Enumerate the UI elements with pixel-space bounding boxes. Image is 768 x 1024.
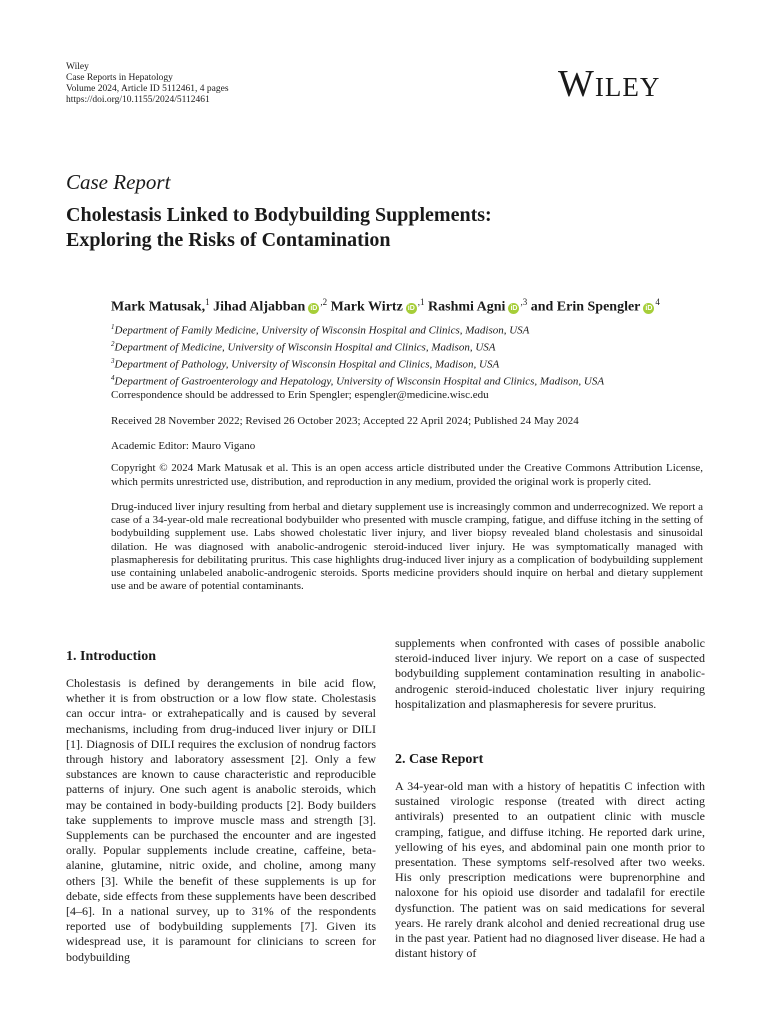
journal-meta [66, 62, 229, 106]
article-dates: Received 28 November 2022; Revised 26 October 2023; Accepted 22 April 2024; Published 24 May 2024 [111, 415, 579, 427]
author-name: Mark Matusak, [111, 299, 206, 315]
author-name: Mark Wirtz [330, 299, 403, 315]
volume-line: Volume 2024, Article ID 5112461, 4 pages [66, 84, 229, 94]
author-affiliation: 1 [205, 297, 210, 307]
copyright-notice: Copyright © 2024 Mark Matusak et al. This is an open access article distributed under the Creative Commons Attribution License, which permits unrestricted use, distribution, and reproduction in any medium, provided the original work is properly cited. [111, 462, 703, 488]
affiliation-item [111, 372, 731, 389]
orcid-icon[interactable]: iD [510, 304, 518, 312]
affiliation-number: 4 [111, 374, 115, 383]
publisher-logo: Wiley [558, 63, 661, 105]
title-line-2: Exploring the Risks of Contamination [66, 229, 391, 251]
body-paragraph: Cholestasis is defined by derangements in bile acid flow, whether it is from obstruction or a low flow state. Cholestasis can occur intra- or extrahepatically and is caused by several mechanisms, including from drug-induced liver injury or DILI [1]. Diagnosis of DILI requires the exclusion of nondrug factors through history and laboratory assessment [2]. Only a few substances are known to cause characteristic and reproducible patterns of injury. One such agent is anabolic steroids, which may be contained in body-building products [2]. Body builders take supplements to improve muscle mass and strength [3]. Supplements can be purchased the encounter and are ingested orally. Popular supplements include creatine, caffeine, beta-alanine, glutamine, nitric oxide, and choline, among many others [3]. While the benefit of these supplements is up for debate, side effects from these supplements have been described [4–6]. In a national survey, up to 31% of the respondents reported use of bodybuilding supplements [7]. Given its widespread use, it is paramount for clinicians to screen for bodybuilding [66, 676, 376, 964]
body-paragraph: supplements when confronted with cases of possible anabolic steroid-induced liver injury. We report on a case of suspected bodybuilding supplement contamination resulting in anabolic-androgenic steroid-induced cholestatic liver injury requiring hospitalization and plasmapheresis for severe pruritus. [395, 636, 705, 711]
author-name: and Erin Spengler [530, 299, 641, 315]
affiliation-text: Department of Medicine, University of Wisconsin Hospital and Clinics, Madison, USA [114, 341, 496, 354]
doi-link[interactable]: https://doi.org/10.1155/2024/5112461 [66, 95, 210, 105]
orcid-icon[interactable]: iD [645, 304, 653, 312]
case-report-text [395, 779, 705, 961]
author-affiliation: ,2 [320, 297, 328, 307]
affiliation-text: Department of Gastroenterology and Hepatology, University of Wisconsin Hospital and Clinics, Madison, USA [114, 376, 605, 389]
article-type: Case Report [66, 170, 171, 194]
author-affiliation: ,1 [417, 297, 425, 307]
author-name: Rashmi Agni [428, 299, 506, 315]
author-list [111, 293, 731, 317]
section-heading-case-report: 2. Case Report [395, 752, 484, 767]
affiliations [111, 321, 731, 390]
introduction-text [66, 676, 376, 965]
affiliation-item [111, 338, 731, 355]
affiliation-number: 1 [111, 323, 115, 331]
publisher-name: Wiley [66, 62, 89, 72]
journal-name: Case Reports in Hepatology [66, 73, 173, 83]
author-name: Jihad Aljabban [213, 299, 306, 315]
affiliation-text: Department of Family Medicine, University of Wisconsin Hospital and Clinics, Madison, USA [114, 324, 530, 337]
affiliation-number: 2 [111, 340, 115, 349]
correspondence: Correspondence should be addressed to Erin Spengler; espengler@medicine.wisc.edu [111, 389, 489, 401]
author-affiliation: 4 [655, 297, 660, 307]
affiliation-item [111, 321, 731, 338]
abstract: Drug-induced liver injury resulting from herbal and dietary supplement use is increasingly common and underrecognized. We report a case of a 34-year-old male recreational bodybuilder who presented with muscle cramping, fatigue, and diffuse itching in the setting of bodybuilding supplement use. Labs showed cholestatic liver injury, and liver biopsy revealed bland cholestasis and sinusoidal dilation. He was diagnosed with anabolic-androgenic steroid-induced liver injury. He was symptomatically managed with plasmapheresis for debilitating pruritus. This case highlights drug-induced liver injury as a complication of bodybuilding supplement use containing unlabeled anabolic-androgenic steroids. Sports medicine providers should inquire on herbal and dietary supplement use and be aware of potential contaminants. [111, 501, 703, 593]
body-paragraph: A 34-year-old man with a history of hepatitis C infection with sustained virologic response (treated with direct acting antivirals) presented to an outpatient clinic with muscle cramping, fatigue, and diffuse itching. He reported dark urine, yellowing of his eyes, and abdominal pain one month prior to presentation. These symptoms self-resolved after two weeks. His only prescription medications were buprenorphine and naloxone for his opioid use disorder and tadalafil for erectile dysfunction. The patient was on said medications for several years. He rarely drank alcohol and denied recreational drug use in the past year. Patient had no diagnosed liver disease. He had a distant history of [395, 779, 705, 961]
article-title [66, 203, 686, 253]
author-affiliation: ,3 [520, 297, 528, 307]
affiliation-text: Department of Pathology, University of Wisconsin Hospital and Clinics, Madison, USA [114, 358, 500, 371]
affiliation-item [111, 355, 731, 372]
orcid-icon[interactable]: iD [310, 304, 318, 312]
title-line-1: Cholestasis Linked to Bodybuilding Supplements: [66, 204, 492, 226]
introduction-continued [395, 636, 705, 712]
section-heading-introduction: 1. Introduction [66, 649, 156, 664]
affiliation-number: 3 [111, 357, 115, 366]
academic-editor: Academic Editor: Mauro Vigano [111, 440, 256, 452]
orcid-icon[interactable]: iD [407, 304, 415, 312]
